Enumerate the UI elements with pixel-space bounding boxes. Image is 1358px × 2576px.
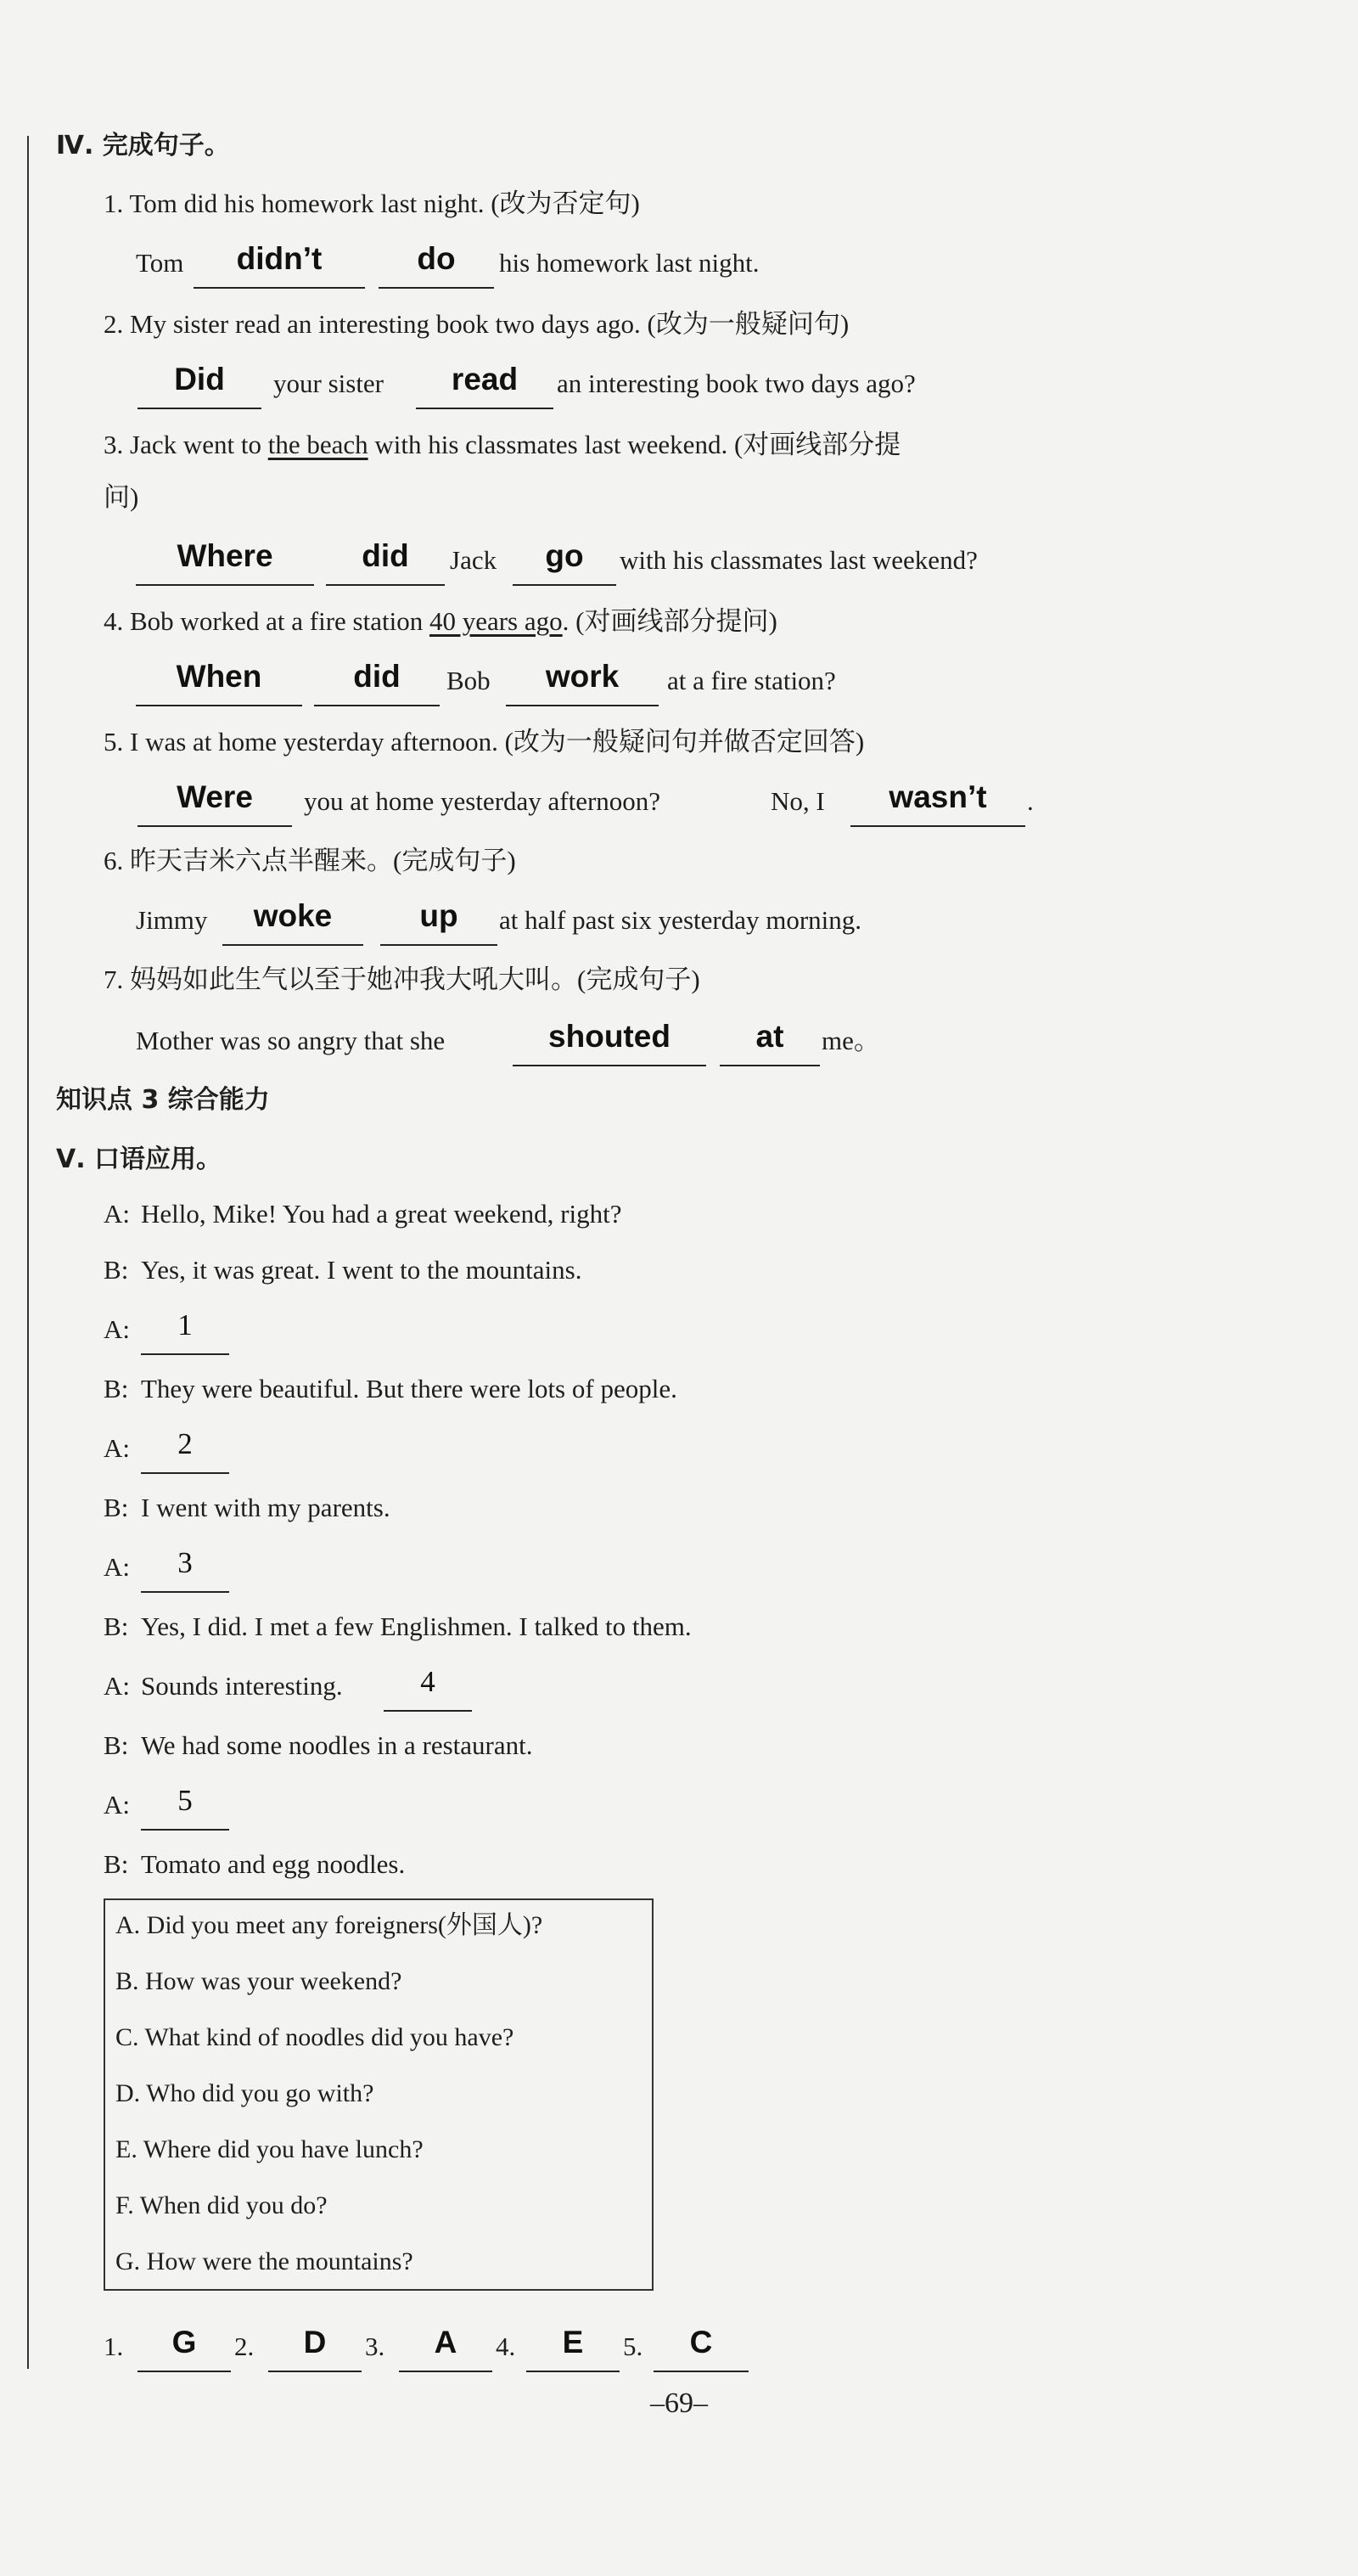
dialogue-line — [0, 1780, 1358, 1831]
answer-blank[interactable]: A — [399, 2321, 492, 2372]
speaker-label: B: — [104, 1730, 129, 1760]
answer-blank[interactable]: at — [720, 1015, 820, 1066]
answer-blank[interactable]: shouted — [513, 1015, 706, 1066]
answer-suffix: his homework last night. — [499, 248, 760, 278]
answer-blank[interactable]: go — [513, 535, 616, 586]
answer-row — [0, 2321, 1358, 2372]
answer-blank[interactable]: D — [268, 2321, 362, 2372]
answer-number: 2. — [234, 2331, 255, 2361]
answer-blank[interactable]: C — [654, 2321, 749, 2372]
answer-blank[interactable]: wasn’t — [850, 776, 1025, 827]
dialogue-line — [0, 1720, 1358, 1771]
knowledge-point-row — [0, 1075, 1358, 1126]
answer-number: 3. — [365, 2331, 385, 2361]
speaker-label: B: — [104, 1255, 129, 1285]
answer-text: your sister — [273, 368, 384, 398]
q5-prompt — [0, 717, 1358, 768]
answer-blank[interactable]: did — [314, 655, 440, 706]
q6-prompt — [0, 835, 1358, 886]
section-title: Ⅳ. 完成句子。 — [56, 131, 230, 160]
q1-answer — [0, 238, 1358, 289]
answer-number: 5. — [623, 2331, 643, 2361]
dialogue-text: Yes, it was great. I went to the mountains. — [141, 1255, 582, 1285]
q2-answer — [0, 358, 1358, 409]
option-item: G. How were the mountains? — [115, 2247, 413, 2275]
option-item: A. Did you meet any foreigners(外国人)? — [115, 1911, 543, 1939]
answer-blank[interactable]: did — [326, 535, 445, 586]
answer-blank[interactable]: E — [526, 2321, 620, 2372]
dialogue-text: They were beautiful. But there were lots of people. — [141, 1374, 677, 1403]
answer-number: 4. — [496, 2331, 516, 2361]
dialogue-line — [0, 1601, 1358, 1652]
dialogue-line — [0, 1661, 1358, 1712]
option-item: C. What kind of noodles did you have? — [115, 2023, 514, 2051]
dialogue-line — [0, 1245, 1358, 1296]
speaker-label: B: — [104, 1611, 129, 1641]
answer-blank[interactable]: G — [137, 2321, 231, 2372]
question-text: 问) — [104, 482, 139, 512]
answer-blank[interactable]: woke — [222, 895, 363, 946]
speaker-label: B: — [104, 1493, 129, 1522]
answer-suffix: at half past six yesterday morning. — [499, 905, 862, 935]
answer-suffix: . — [1027, 786, 1034, 816]
section5-title-row — [0, 1134, 1358, 1185]
question-text: 6. 昨天吉米六点半醒来。(完成句子) — [104, 846, 516, 875]
answer-blank[interactable]: 2 — [141, 1423, 229, 1474]
dialogue-line — [0, 1189, 1358, 1240]
answer-blank[interactable]: 5 — [141, 1780, 229, 1831]
knowledge-point-title: 知识点 3 综合能力 — [56, 1085, 270, 1115]
speaker-label: A: — [104, 1790, 131, 1820]
q1-prompt — [0, 178, 1358, 229]
dialogue-line — [0, 1423, 1358, 1474]
q6-answer — [0, 895, 1358, 946]
q4-prompt — [0, 596, 1358, 647]
dialogue-line — [0, 1364, 1358, 1415]
answer-blank[interactable]: When — [136, 655, 302, 706]
option-item: B. How was your weekend? — [115, 1967, 402, 1995]
speaker-label: A: — [104, 1671, 131, 1701]
answer-blank[interactable]: 3 — [141, 1542, 229, 1593]
answer-text: you at home yesterday afternoon? — [304, 786, 661, 816]
section-title: Ⅴ. 口语应用。 — [56, 1145, 222, 1174]
speaker-label: B: — [104, 1849, 129, 1879]
question-text: 3. Jack went to the beach with his classmates last weekend. (对画线部分提 — [104, 430, 901, 459]
options-box — [104, 1898, 654, 2291]
q7-answer — [0, 1015, 1358, 1066]
answer-blank[interactable]: Where — [136, 535, 314, 586]
answer-blank[interactable]: 1 — [141, 1304, 229, 1355]
answer-prefix: Tom — [136, 248, 184, 278]
dialogue-text: Sounds interesting. — [141, 1671, 343, 1701]
q4-answer — [0, 655, 1358, 706]
answer-suffix: me。 — [822, 1026, 880, 1055]
option-item: D. Who did you go with? — [115, 2079, 374, 2107]
answer-prefix: Jimmy — [136, 905, 208, 935]
speaker-label: A: — [104, 1552, 131, 1582]
answer-suffix: an interesting book two days ago? — [557, 368, 916, 398]
dialogue-line — [0, 1304, 1358, 1355]
q5-answer — [0, 776, 1358, 827]
dialogue-text: I went with my parents. — [141, 1493, 390, 1522]
question-text: 1. Tom did his homework last night. (改为否定句) — [104, 188, 640, 218]
section4-title-row — [0, 121, 1358, 172]
speaker-label: A: — [104, 1433, 131, 1463]
answer-suffix: at a fire station? — [667, 666, 836, 695]
question-text: 5. I was at home yesterday afternoon. (改为一般疑问句并做否定回答) — [104, 727, 865, 756]
question-text: 2. My sister read an interesting book two days ago. (改为一般疑问句) — [104, 309, 850, 339]
q7-prompt — [0, 954, 1358, 1005]
q3-prompt — [0, 419, 1358, 470]
dialogue-text: Hello, Mike! You had a great weekend, right? — [141, 1199, 622, 1229]
answer-blank[interactable]: do — [379, 238, 494, 289]
answer-text: Bob — [446, 666, 491, 695]
q2-prompt — [0, 299, 1358, 350]
dialogue-text: We had some noodles in a restaurant. — [141, 1730, 533, 1760]
speaker-label: A: — [104, 1314, 131, 1344]
option-item: E. Where did you have lunch? — [115, 2135, 424, 2163]
speaker-label: B: — [104, 1374, 129, 1403]
question-text: 7. 妈妈如此生气以至于她冲我大吼大叫。(完成句子) — [104, 965, 700, 994]
answer-blank[interactable]: Were — [137, 776, 292, 827]
page-number: –69– — [650, 2388, 708, 2419]
dialogue-line — [0, 1542, 1358, 1593]
q3-prompt-cont — [0, 472, 1358, 523]
answer-number: 1. — [104, 2331, 124, 2361]
dialogue-line — [0, 1482, 1358, 1533]
answer-suffix: with his classmates last weekend? — [620, 545, 978, 575]
answer-blank[interactable]: read — [416, 358, 553, 409]
answer-text: No, I — [771, 786, 825, 816]
dialogue-text: Tomato and egg noodles. — [141, 1849, 406, 1879]
dialogue-line — [0, 1839, 1358, 1890]
answer-prefix: Mother was so angry that she — [136, 1026, 446, 1055]
speaker-label: A: — [104, 1199, 131, 1229]
dialogue-text: Yes, I did. I met a few Englishmen. I talked to them. — [141, 1611, 692, 1641]
answer-blank[interactable]: 4 — [384, 1661, 472, 1712]
answer-blank[interactable]: work — [506, 655, 659, 706]
answer-blank[interactable]: didn’t — [194, 238, 365, 289]
option-item: F. When did you do? — [115, 2191, 328, 2219]
answer-blank[interactable]: up — [380, 895, 497, 946]
question-text: 4. Bob worked at a fire station 40 years ago. (对画线部分提问) — [104, 606, 777, 636]
answer-text: Jack — [450, 545, 497, 575]
q3-answer — [0, 535, 1358, 586]
answer-blank[interactable]: Did — [137, 358, 261, 409]
